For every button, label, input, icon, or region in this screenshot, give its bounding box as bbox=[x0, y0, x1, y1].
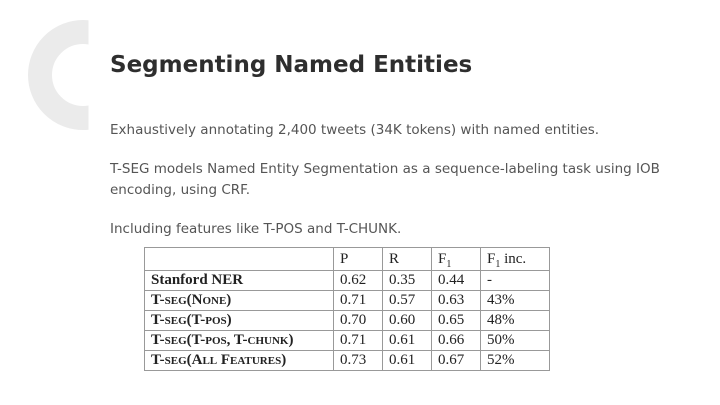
system-name-sc: seg bbox=[164, 352, 187, 368]
cell-f1: 0.67 bbox=[432, 351, 481, 371]
system-name-prefix: T- bbox=[151, 312, 165, 328]
system-name-sc: seg bbox=[164, 312, 187, 328]
table-row bbox=[145, 331, 550, 351]
cell-precision: 0.71 bbox=[334, 291, 383, 311]
table-row bbox=[145, 311, 550, 331]
cell-recall: 0.61 bbox=[383, 331, 432, 351]
system-name-suffix: (All Features) bbox=[186, 352, 287, 368]
cell-f1: 0.63 bbox=[432, 291, 481, 311]
cell-f1-inc: 43% bbox=[481, 291, 550, 311]
header-f1 bbox=[432, 248, 481, 271]
cell-f1-inc: 48% bbox=[481, 311, 550, 331]
cell-recall: 0.35 bbox=[383, 271, 432, 291]
system-name-suffix: (T-pos) bbox=[186, 312, 232, 328]
cell-recall: 0.60 bbox=[383, 311, 432, 331]
header-f1inc-suffix: inc. bbox=[500, 251, 527, 267]
table-row bbox=[145, 271, 550, 291]
system-name-suffix: (None) bbox=[186, 292, 232, 308]
header-f1-sub: 1 bbox=[446, 259, 452, 270]
header-f1inc-label: F bbox=[487, 251, 496, 267]
table-row bbox=[145, 291, 550, 311]
paragraph-annotation: Exhaustively annotating 2,400 tweets (34K tokens) with named entities. bbox=[110, 122, 600, 138]
row-system-name bbox=[145, 291, 334, 311]
system-name-prefix: T- bbox=[151, 292, 165, 308]
slide-title: Segmenting Named Entities bbox=[110, 52, 473, 78]
system-name-prefix: Stanford NER bbox=[151, 272, 244, 288]
cell-precision: 0.71 bbox=[334, 331, 383, 351]
cell-f1: 0.65 bbox=[432, 311, 481, 331]
cell-f1: 0.66 bbox=[432, 331, 481, 351]
cell-f1-inc: 52% bbox=[481, 351, 550, 371]
header-recall: R bbox=[383, 248, 432, 271]
results-table bbox=[144, 247, 550, 371]
table-header-row bbox=[145, 248, 550, 271]
cell-precision: 0.62 bbox=[334, 271, 383, 291]
cell-f1-inc: - bbox=[481, 271, 550, 291]
row-system-name bbox=[145, 271, 334, 291]
cell-f1-inc: 50% bbox=[481, 331, 550, 351]
cell-precision: 0.73 bbox=[334, 351, 383, 371]
header-f1-inc bbox=[481, 248, 550, 271]
cell-precision: 0.70 bbox=[334, 311, 383, 331]
cell-recall: 0.57 bbox=[383, 291, 432, 311]
paragraph-features: Including features like T-POS and T-CHUNK. bbox=[110, 221, 402, 237]
cell-f1: 0.44 bbox=[432, 271, 481, 291]
paragraph-tseg: T-SEG models Named Entity Segmentation as a sequence-labeling task using IOB encoding, using CRF. bbox=[110, 161, 660, 198]
row-system-name bbox=[145, 351, 334, 371]
header-f1inc-sub: 1 bbox=[495, 259, 501, 270]
cell-recall: 0.61 bbox=[383, 351, 432, 371]
header-precision: P bbox=[334, 248, 383, 271]
header-f1-label: F bbox=[438, 251, 447, 267]
row-system-name bbox=[145, 331, 334, 351]
system-name-sc: seg bbox=[164, 292, 187, 308]
system-name-suffix: (T-pos, T-chunk) bbox=[186, 332, 294, 348]
row-system-name bbox=[145, 311, 334, 331]
results-table-grid bbox=[144, 247, 550, 371]
table-row bbox=[145, 351, 550, 371]
system-name-prefix: T- bbox=[151, 352, 165, 368]
header-system bbox=[145, 248, 334, 271]
system-name-sc: seg bbox=[164, 332, 187, 348]
system-name-prefix: T- bbox=[151, 332, 165, 348]
